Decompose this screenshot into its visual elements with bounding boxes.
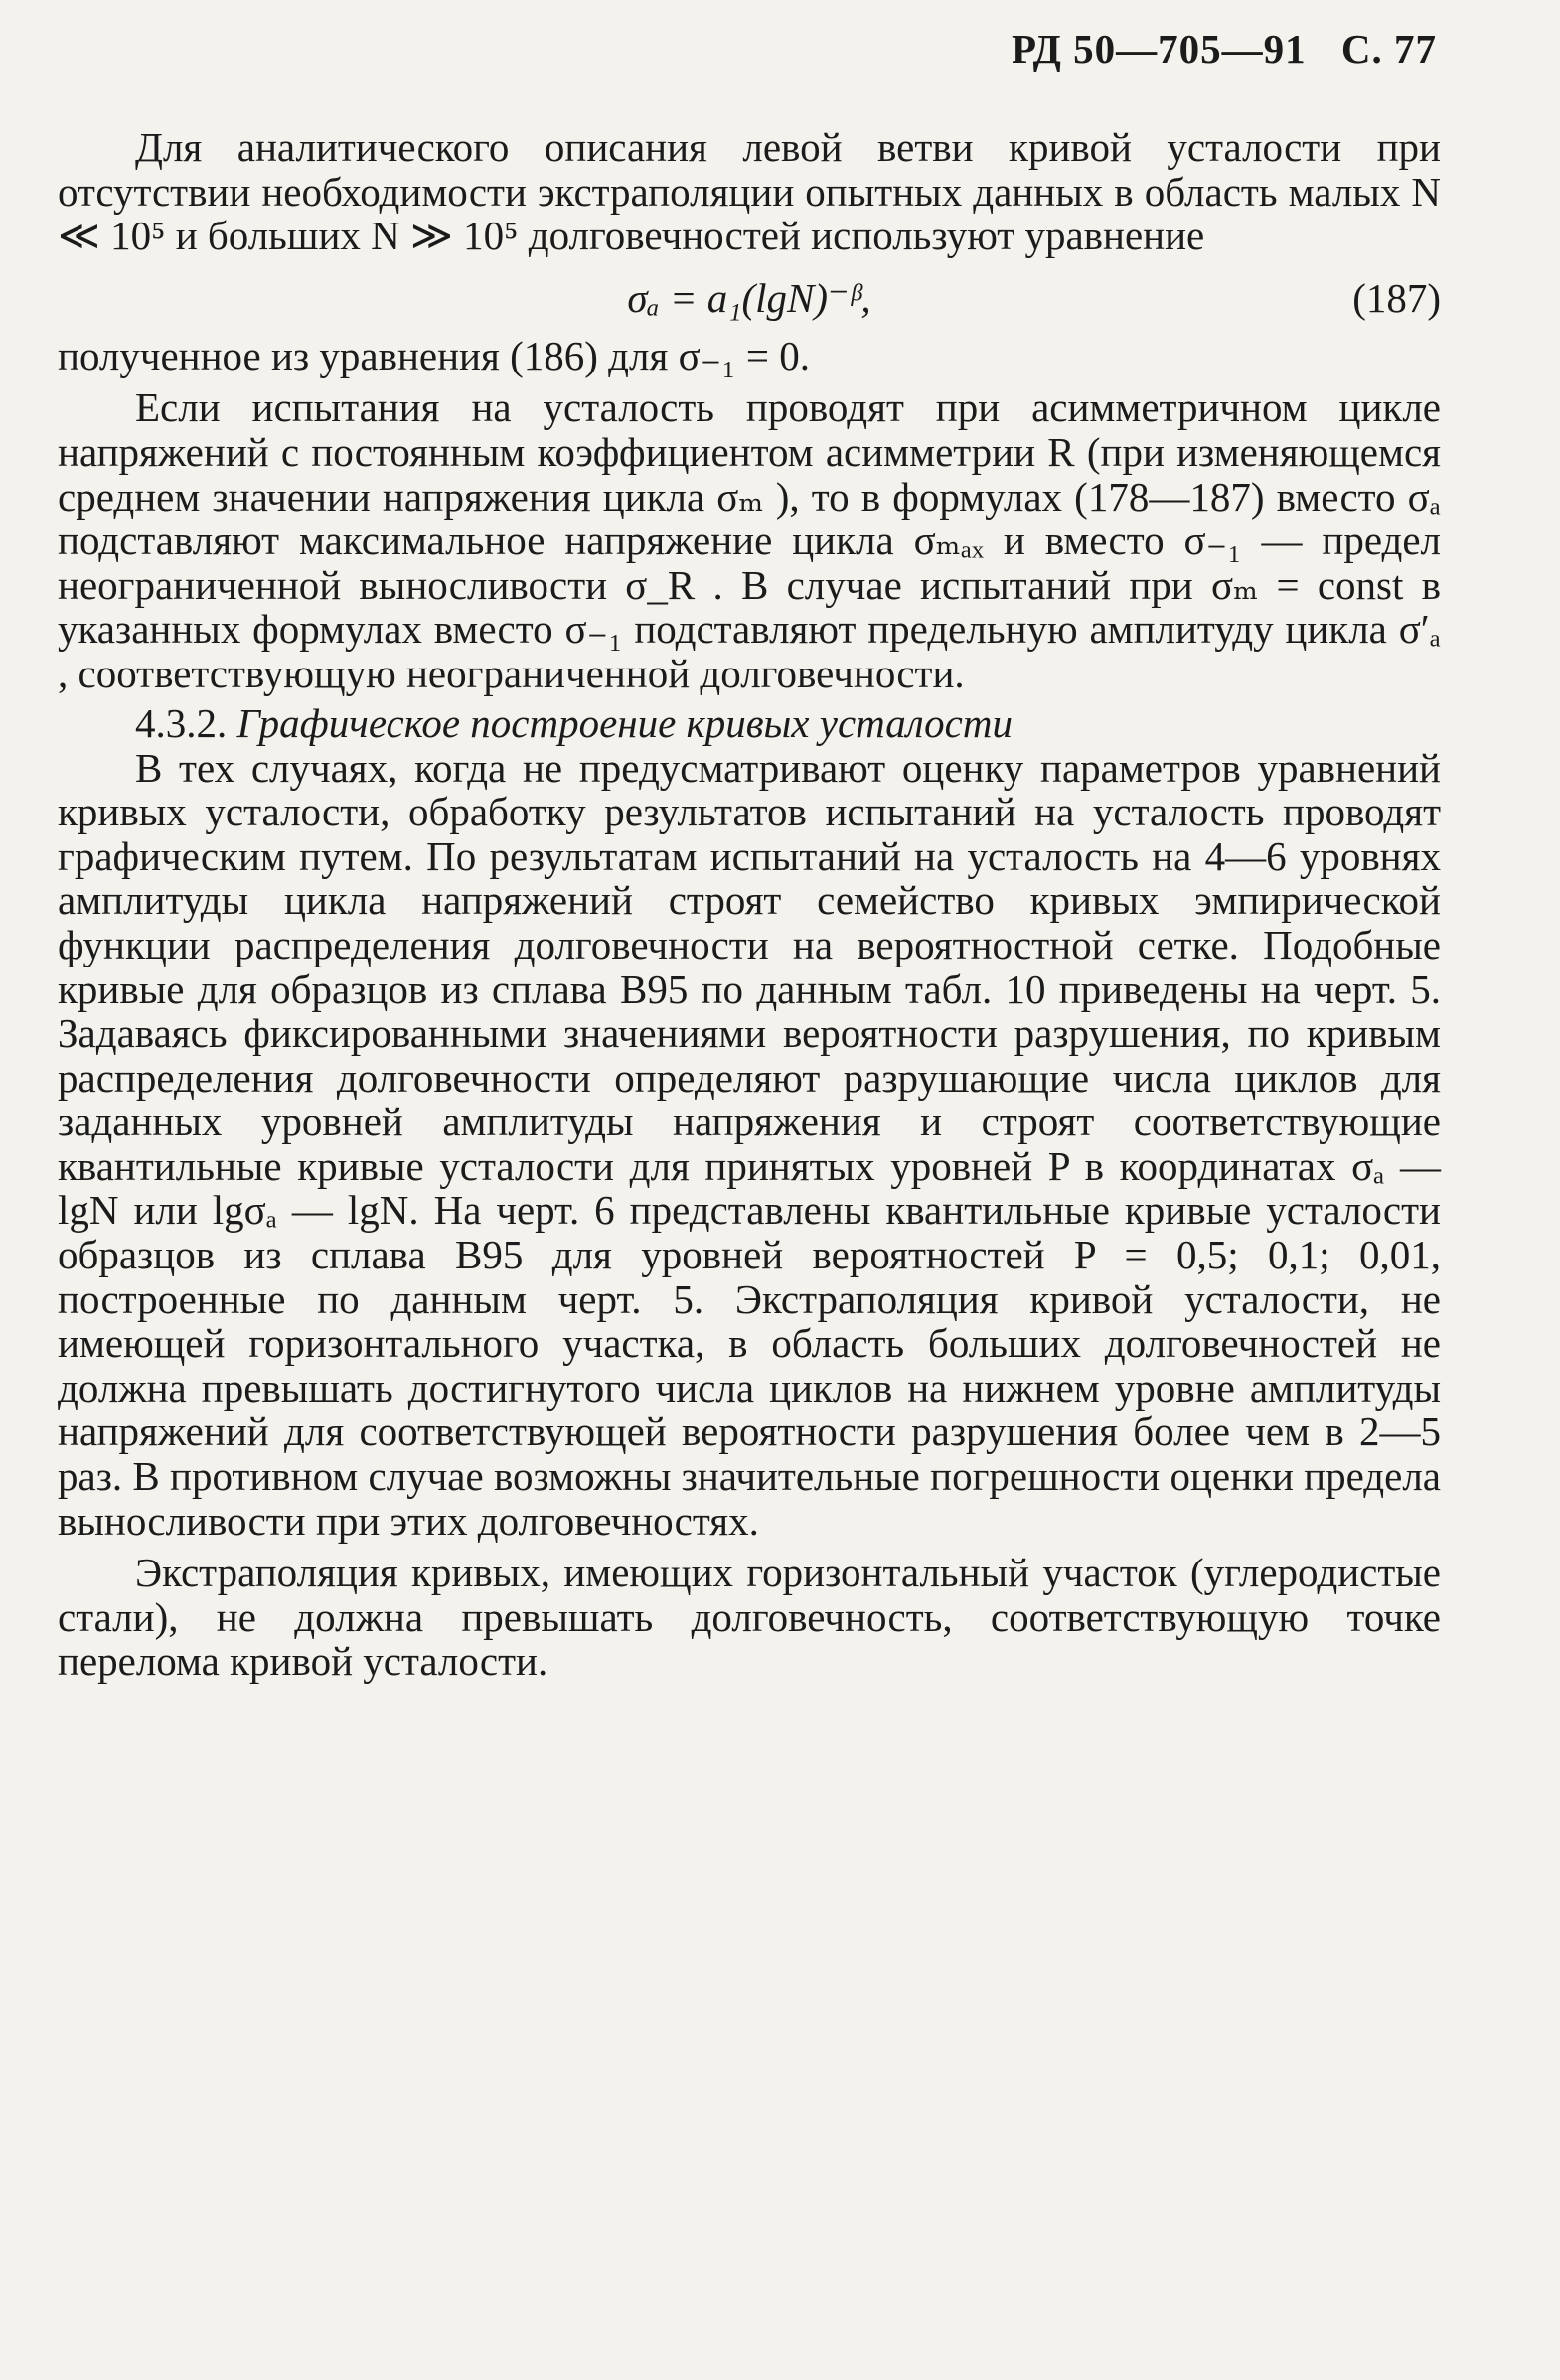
equation-formula: σₐ = a₁(lgN)⁻ᵝ, [627, 274, 871, 321]
document-page [58, 18, 1441, 1684]
section-title: Графическое построение кривых усталости [236, 699, 1013, 746]
paragraph-graphic-construction: В тех случаях, когда не предусматривают оценку параметров уравнений кривых усталости, обработку результатов испытаний на усталость проводят графическим путем. По результатам испытаний на усталость на 4—6 уровнях амплитуды цикла напряжений строят семейство кривых эмпирической функции распределения долговечности на вероятностной сетке. Подобные кривые для образцов из сплава В95 по данным табл. 10 приведены на черт. 5. Задаваясь фиксированными значениями вероятности разрушения, по кривым распределения долговечности определяют разрушающие числа циклов для заданных уровней амплитуды напряжения и строят соответствующие квантильные кривые усталости для принятых уровней P в координатах σₐ — lgN или lgσₐ — lgN. На черт. 6 представлены квантильные кривые усталости образцов из сплава В95 для уровней вероятностей P = 0,5; 0,1; 0,01, построенные по данным черт. 5. Экстраполяция кривой усталости, не имеющей горизонтального участка, в область больших долговечностей не должна превышать достигнутого числа циклов на нижнем уровне амплитуды напряжений для соответствующей вероятности разрушения более чем в 2—5 раз. В противном случае возможны значительные погрешности оценки предела выносливости при этих долговечностях. [58, 744, 1441, 1544]
page-number: С. 77 [1340, 26, 1437, 72]
equation-number: (187) [1352, 274, 1441, 321]
document-code: РД 50—705—91 [1012, 26, 1307, 72]
running-header [58, 18, 1441, 79]
section-number: 4.3.2. [135, 699, 228, 746]
paragraph-derived-from: полученное из уравнения (186) для σ₋₁ = 0. [58, 332, 810, 378]
section-heading [58, 700, 1441, 746]
paragraph-asymmetric-cycle: Если испытания на усталость проводят при асимметричном цикле напряжений с постоянным коэффициентом асимметрии R (при изменяющемся среднем значении напряжения цикла σₘ ), то в формулах (178—187) вместо σₐ подставляют максимальное напряжение цикла σₘₐₓ и вместо σ₋₁ — предел неограниченной выносливости σ_R . В случае испытаний при σₘ = const в указанных формулах вместо σ₋₁ подставляют предельную амплитуду цикла σ′ₐ , соответствующую неограниченной долговечности. [58, 384, 1441, 696]
paragraph-extrapolation: Экстраполяция кривых, имеющих горизонтальный участок (углеродистые стали), не должна превышать долговечность, соответствующую точке перелома кривой усталости. [58, 1550, 1441, 1685]
equation-187 [58, 268, 1441, 328]
paragraph-analytic-description: Для аналитического описания левой ветви кривой усталости при отсутствии необходимости экстраполяции опытных данных в область малых N ≪ 10⁵ и больших N ≫ 10⁵ долговечностей используют уравнение [58, 124, 1441, 259]
